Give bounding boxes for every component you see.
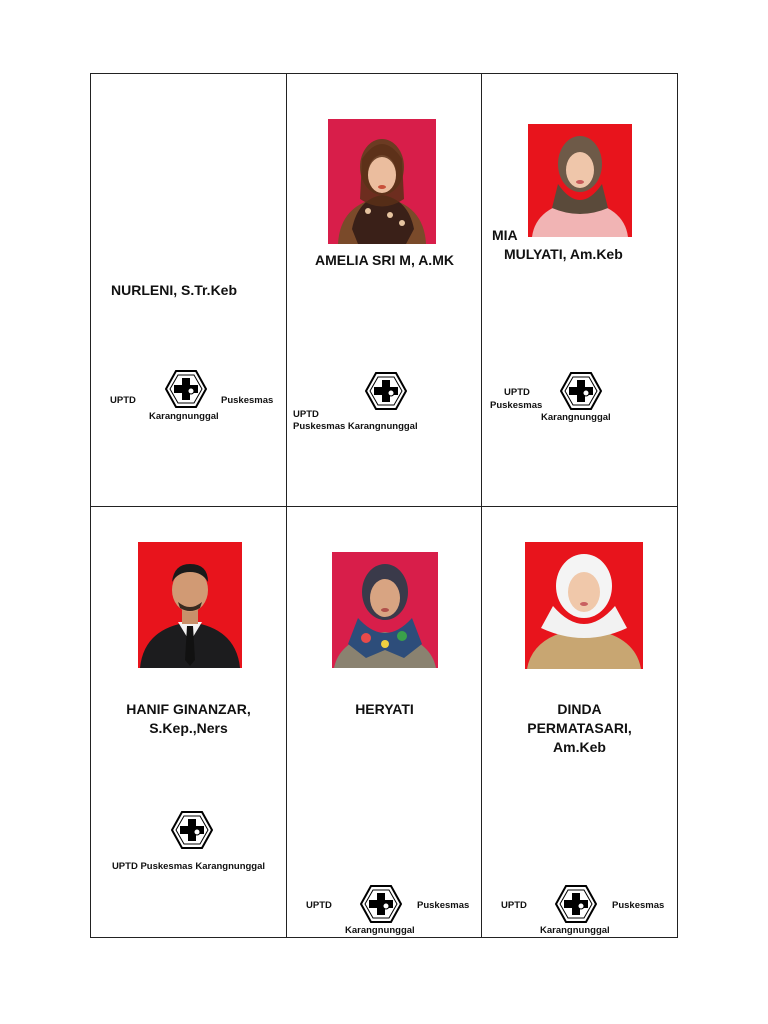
footer-uptd: UPTD [501, 900, 527, 911]
id-card-sheet [90, 73, 678, 938]
card-dinda [482, 507, 677, 939]
footer-puskesmas-location: Puskesmas Karangnunggal [293, 421, 418, 432]
portrait-photo [328, 119, 436, 244]
card-name-line1: MIA [492, 227, 518, 243]
card-name: AMELIA SRI M, A.MK [315, 252, 454, 268]
card-name: NURLENI, S.Tr.Keb [111, 282, 238, 298]
puskesmas-logo-icon [555, 885, 597, 923]
puskesmas-logo-icon [560, 372, 602, 410]
portrait-photo [528, 124, 632, 237]
footer-uptd: UPTD [110, 395, 136, 406]
card-name-line2: S.Kep.,Ners [149, 720, 228, 736]
footer-puskesmas: Puskesmas [490, 400, 543, 411]
card-name-line2: PERMATASARI, [527, 720, 632, 736]
footer-puskesmas: Puskesmas [612, 900, 665, 911]
footer-puskesmas: Puskesmas [221, 395, 274, 406]
card-name-line1: HANIF GINANZAR, [126, 701, 251, 717]
puskesmas-logo-icon [171, 811, 213, 849]
puskesmas-logo-icon [165, 370, 207, 408]
puskesmas-logo-icon [365, 372, 407, 410]
portrait-photo [525, 542, 643, 669]
footer-location: Karangnunggal [541, 412, 611, 423]
footer-uptd: UPTD [306, 900, 332, 911]
portrait-photo [332, 552, 438, 668]
footer-uptd: UPTD [293, 409, 319, 420]
footer-uptd: UPTD [504, 387, 530, 398]
footer-location: Karangnunggal [540, 925, 610, 936]
footer-location: Karangnunggal [345, 925, 415, 936]
portrait-photo [138, 542, 242, 668]
card-name-line3: Am.Keb [553, 739, 606, 755]
footer-uptd-puskesmas-location: UPTD Puskesmas Karangnunggal [111, 861, 266, 872]
card-amelia [287, 74, 482, 506]
card-name-line1: DINDA [557, 701, 602, 717]
footer-location: Karangnunggal [149, 411, 219, 422]
card-heryati [287, 507, 482, 939]
card-nurleni [91, 74, 286, 506]
card-name: HERYATI [355, 701, 414, 717]
card-mia-mulyati [482, 74, 677, 506]
footer-puskesmas: Puskesmas [417, 900, 470, 911]
puskesmas-logo-icon [360, 885, 402, 923]
card-hanif [91, 507, 286, 939]
card-name-line2: MULYATI, Am.Keb [504, 246, 623, 262]
